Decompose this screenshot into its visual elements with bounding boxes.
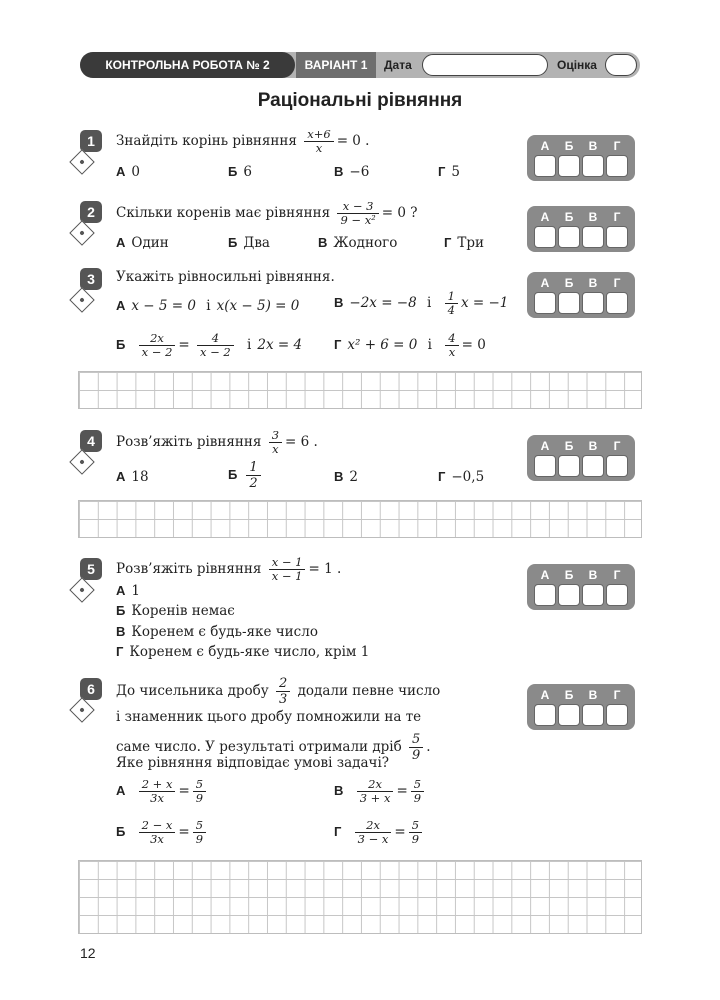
- answer-box-q6: [527, 684, 635, 730]
- answer-box-label: В: [588, 210, 598, 224]
- answer-box-label: В: [588, 139, 598, 153]
- question-number-3: 3: [80, 268, 102, 290]
- q4-eq-numerator: 3: [269, 429, 282, 443]
- answer-box-label: А: [540, 439, 550, 453]
- answer-cell[interactable]: [558, 226, 580, 248]
- q4-prompt: Розв’яжіть рівняння: [116, 434, 262, 450]
- q5-eq-rest: = 1 .: [308, 561, 342, 577]
- page-number: 12: [80, 945, 96, 961]
- q4-equation-fraction: [269, 429, 282, 456]
- q2-eq-numerator: x − 3: [337, 200, 378, 214]
- date-label: Дата: [384, 58, 412, 72]
- answer-box-q4: [527, 435, 635, 481]
- q2-option-a: А Один: [116, 235, 169, 251]
- q6-option-v: В $\frac{2x}{3 + x}$ = $\frac{5}{9}$: [334, 778, 427, 805]
- date-field[interactable]: [422, 54, 548, 76]
- q2-prompt: Скільки коренів має рівняння: [116, 205, 331, 221]
- answer-box-label: А: [540, 139, 550, 153]
- q3-option-v: В −2x = −8 і $\frac{1}{4}$ x = −1: [334, 289, 509, 317]
- answer-cell[interactable]: [582, 292, 604, 314]
- answer-cell[interactable]: [534, 292, 556, 314]
- q1-option-b: Б 6: [228, 164, 252, 180]
- answer-cell[interactable]: [582, 155, 604, 177]
- answer-box-label: Г: [613, 210, 621, 224]
- answer-box-label: Б: [564, 276, 574, 290]
- answer-cell[interactable]: [606, 155, 628, 177]
- q4-option-b: Б $\frac{1}{2}$: [228, 460, 264, 491]
- q1-text: [116, 128, 369, 155]
- answer-box-label: В: [588, 688, 598, 702]
- q5-option-v: В Коренем є будь-яке число: [116, 624, 318, 640]
- answer-cell[interactable]: [606, 455, 628, 477]
- q2-eq-rest: = 0 ?: [381, 205, 418, 221]
- answer-cell[interactable]: [534, 226, 556, 248]
- q6-line-4: Яке рівняння відповідає умові задачі?: [116, 755, 390, 771]
- q2-option-b: Б Два: [228, 235, 270, 251]
- q2-text: [116, 200, 418, 227]
- q2-eq-denominator: 9 − x²: [340, 213, 376, 227]
- q3-option-g: Г x² + 6 = 0 і $\frac{4}{x}$ = 0: [334, 331, 486, 359]
- answer-box-label: Б: [564, 439, 574, 453]
- q6-option-a: А $\frac{2 + x}{3x}$ = $\frac{5}{9}$: [116, 778, 209, 805]
- variant-label: ВАРІАНТ 1: [296, 52, 376, 78]
- q5-text: [116, 556, 341, 583]
- answer-box-label: В: [588, 568, 598, 582]
- q2-option-v: В Жодного: [318, 235, 398, 251]
- answer-box-q5: [527, 564, 635, 610]
- answer-cell[interactable]: [558, 155, 580, 177]
- answer-box-label: Г: [613, 568, 621, 582]
- q5-option-b: Б Коренів немає: [116, 603, 235, 619]
- q4-eq-rest: = 6 .: [285, 434, 318, 450]
- grade-label: Оцінка: [557, 58, 597, 72]
- answer-cell[interactable]: [558, 584, 580, 606]
- work-grid-q3[interactable]: [78, 371, 642, 409]
- answer-cell[interactable]: [558, 292, 580, 314]
- q3-option-b: Б $\frac{2x}{x - 2}$ = $\frac{4}{x - 2}$ і 2x = 4: [116, 331, 303, 359]
- q1-eq-denominator: x: [315, 141, 323, 155]
- pencil-mark-icon: [69, 149, 94, 174]
- q1-eq-numerator: x+6: [304, 128, 333, 142]
- answer-box-label: Г: [613, 688, 621, 702]
- q6-option-b: Б $\frac{2 - x}{3x}$ = $\frac{5}{9}$: [116, 819, 209, 846]
- q5-option-g: Г Коренем є будь-яке число, крім 1: [116, 644, 370, 660]
- answer-cell[interactable]: [606, 704, 628, 726]
- q1-option-v: В −6: [334, 164, 370, 180]
- q3-option-a: А x − 5 = 0 і x(x − 5) = 0: [116, 298, 300, 314]
- q4-option-a: А 18: [116, 469, 149, 485]
- page-title: Раціональні рівняння: [257, 90, 463, 111]
- answer-cell[interactable]: [582, 584, 604, 606]
- answer-cell[interactable]: [582, 455, 604, 477]
- answer-box-label: Б: [564, 210, 574, 224]
- answer-box-label: А: [540, 568, 550, 582]
- answer-cell[interactable]: [558, 455, 580, 477]
- question-number-5: 5: [80, 558, 102, 580]
- pencil-mark-icon: [69, 220, 94, 245]
- question-number-1: 1: [80, 130, 102, 152]
- answer-cell[interactable]: [558, 704, 580, 726]
- pencil-mark-icon: [69, 697, 94, 722]
- answer-cell[interactable]: [534, 704, 556, 726]
- q6-option-g: Г $\frac{2x}{3 - x}$ = $\frac{5}{9}$: [334, 819, 425, 846]
- q1-prompt: Знайдіть корінь рівняння: [116, 133, 297, 149]
- answer-box-label: Г: [613, 139, 621, 153]
- answer-box-q1: [527, 135, 635, 181]
- q5-option-a: А 1: [116, 583, 140, 599]
- answer-box-label: В: [588, 439, 598, 453]
- grade-field[interactable]: [605, 54, 637, 76]
- q4-option-v: В 2: [334, 469, 358, 485]
- answer-box-label: Б: [564, 688, 574, 702]
- answer-box-label: Г: [613, 276, 621, 290]
- q1-option-g: Г 5: [438, 164, 460, 180]
- question-number-6: 6: [80, 678, 102, 700]
- q4-eq-denominator: x: [272, 442, 279, 456]
- work-grid-q4[interactable]: [78, 500, 642, 538]
- q5-prompt: Розв’яжіть рівняння: [116, 561, 262, 577]
- answer-cell[interactable]: [534, 155, 556, 177]
- answer-box-label: А: [540, 688, 550, 702]
- q5-eq-numerator: x − 1: [269, 556, 306, 570]
- pencil-mark-icon: [69, 287, 94, 312]
- answer-box-label: В: [588, 276, 598, 290]
- q4-text: [116, 429, 318, 456]
- q1-option-a: А 0: [116, 164, 140, 180]
- q1-equation-fraction: [304, 128, 333, 155]
- q6-line-1: До чисельника дробу $\frac{2}{3}$ додали певне число: [116, 676, 441, 707]
- question-number-4: 4: [80, 430, 102, 452]
- q6-line-2: і знаменник цього дробу помножили на те: [116, 709, 422, 725]
- answer-cell[interactable]: [606, 292, 628, 314]
- answer-cell[interactable]: [582, 226, 604, 248]
- q3-prompt: Укажіть рівносильні рівняння.: [116, 269, 335, 285]
- answer-box-label: Б: [564, 568, 574, 582]
- q2-option-g: Г Три: [444, 235, 485, 251]
- answer-cell[interactable]: [534, 455, 556, 477]
- question-number-2: 2: [80, 201, 102, 223]
- pencil-mark-icon: [69, 577, 94, 602]
- q5-equation-fraction: [269, 556, 306, 583]
- answer-cell[interactable]: [606, 226, 628, 248]
- work-label: КОНТРОЛЬНА РОБОТА № 2: [80, 52, 295, 78]
- answer-cell[interactable]: [582, 704, 604, 726]
- answer-box-label: Г: [613, 439, 621, 453]
- answer-box-label: А: [540, 276, 550, 290]
- answer-cell[interactable]: [606, 584, 628, 606]
- q5-eq-denominator: x − 1: [271, 569, 303, 583]
- answer-box-q3: [527, 272, 635, 318]
- answer-cell[interactable]: [534, 584, 556, 606]
- pencil-mark-icon: [69, 449, 94, 474]
- q6-line-3: саме число. У результаті отримали дріб $\frac{5}{9}$ .: [116, 732, 431, 763]
- answer-box-label: А: [540, 210, 550, 224]
- work-grid-q6[interactable]: [78, 860, 642, 934]
- q4-option-g: Г −0,5: [438, 469, 485, 485]
- q2-equation-fraction: [337, 200, 378, 227]
- answer-box-q2: [527, 206, 635, 252]
- answer-box-label: Б: [564, 139, 574, 153]
- q1-eq-rest: = 0 .: [336, 133, 370, 149]
